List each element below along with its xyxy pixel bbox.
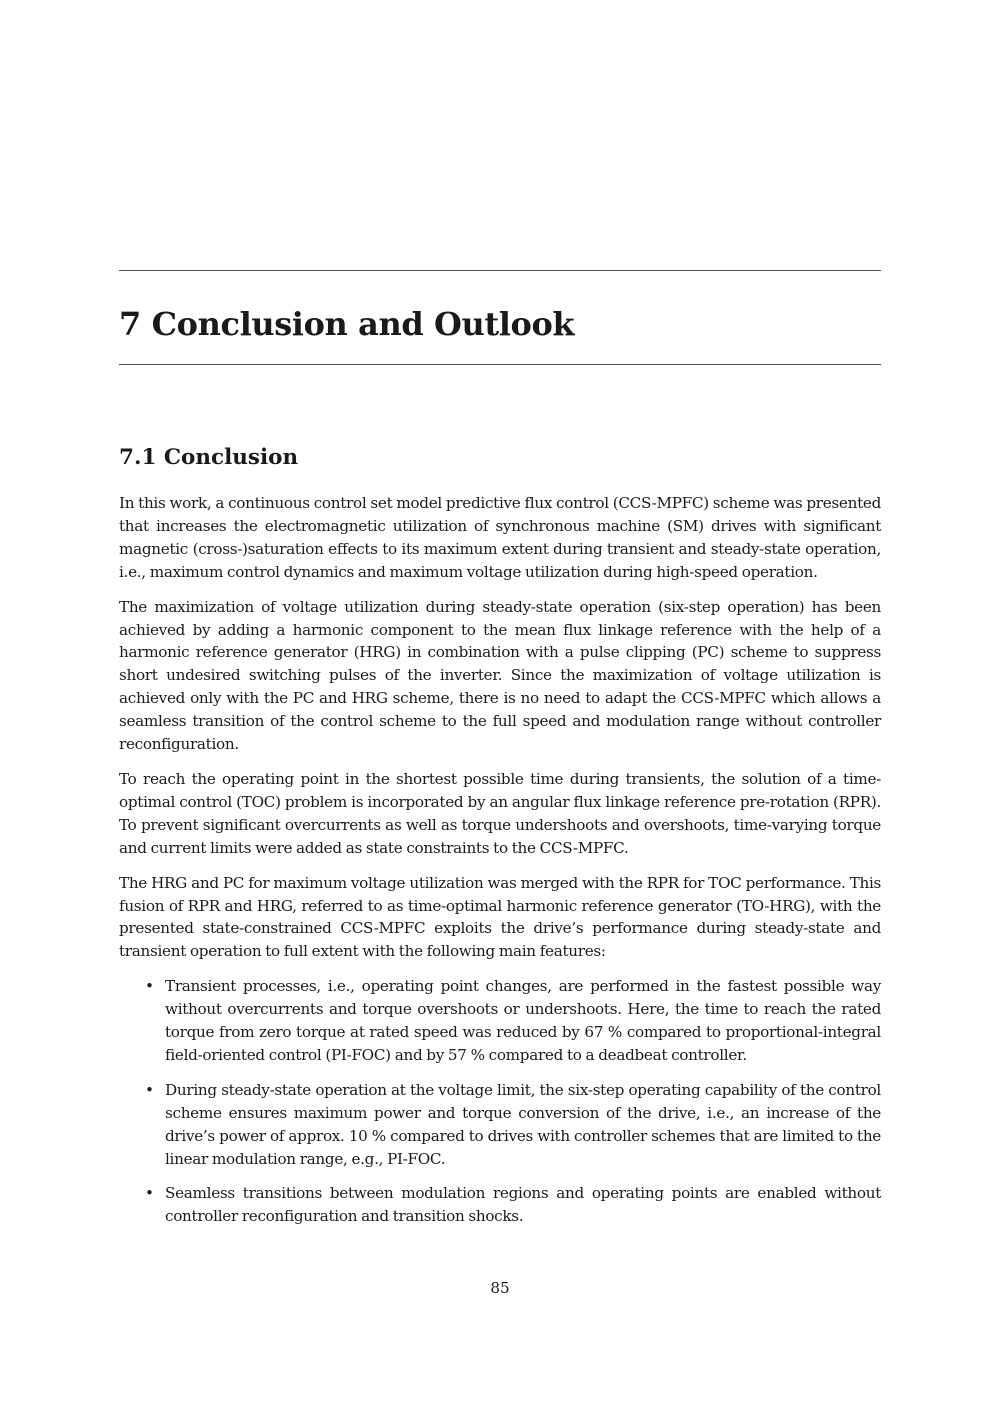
bullet-icon: • [145, 1080, 154, 1099]
paragraph: The HRG and PC for maximum voltage utilization was merged with the RPR for TOC performance. This fusion of RPR and HRG, referred to as time-optimal harmonic reference generator (TO-HRG), with the presented state-constrained CCS-MPFC exploits the drive’s performance during steady-state and transient operation to full extent with the following main features: [119, 873, 881, 961]
paragraph: To reach the operating point in the shortest possible time during transients, the solution of a time-optimal control (TOC) problem is incorporated by an angular flux linkage reference pre-rotation (RPR). To prevent significant overcurrents as well as torque undershoots and overshoots, time-varying torque and current limits were added as state constraints to the CCS-MPFC. [119, 769, 881, 857]
bullet-icon: • [145, 1184, 154, 1203]
list-item-text: During steady-state operation at the voltage limit, the six-step operating capability of the control scheme ensures maximum power and torque conversion of the drive, i.e., an increase of the drive’s power of approx. 10 % compared to drives with controller schemes that are limited to the linear modulation range, e.g., PI-FOC. [165, 1080, 881, 1168]
paragraph: In this work, a continuous control set model predictive flux control (CCS-MPFC) scheme was presented that increases the electromagnetic utilization of synchronous machine (SM) drives with significant magnetic (cross-)saturation effects to its maximum extent during transient and steady-state operation, i.e., maximum control dynamics and maximum voltage utilization during high-speed operation. [119, 494, 881, 581]
paragraph: The maximization of voltage utilization during steady-state operation (six-step operation) has been achieved by adding a harmonic component to the mean flux linkage reference with the help of a harmonic reference generator (HRG) in combination with a pulse clipping (PC) scheme to suppress short undesired switching pulses of the inverter. Since the maximization of voltage utilization is achieved only with the PC and HRG scheme, there is no need to adapt the CCS-MPFC which allows a seamless transition of the control scheme to the full speed and modulation range without controller reconfiguration. [119, 597, 881, 754]
list-item [119, 1079, 881, 1171]
section-title: 7.1 Conclusion [119, 445, 299, 470]
page-number: 85 [490, 1279, 510, 1297]
list-item-text: Transient processes, i.e., operating point changes, are performed in the fastest possible way without overcurrents and torque overshoots or undershoots. Here, the time to reach the rated torque from zero torque at rated speed was reduced by 67 % compared to proportional-integral field-oriented control (PI-FOC) and by 57 % compared to a deadbeat controller. [165, 977, 881, 1064]
chapter-bottom-rule [119, 364, 881, 365]
chapter-title: 7 Conclusion and Outlook [119, 305, 575, 343]
list-item [119, 975, 881, 1067]
section-body [119, 492, 881, 1240]
feature-list [119, 975, 881, 1228]
list-item [119, 1182, 881, 1228]
chapter-top-rule [119, 270, 881, 271]
bullet-icon: • [145, 977, 154, 996]
list-item-text: Seamless transitions between modulation regions and operating points are enabled without controller reconfiguration and transition shocks. [165, 1184, 881, 1226]
